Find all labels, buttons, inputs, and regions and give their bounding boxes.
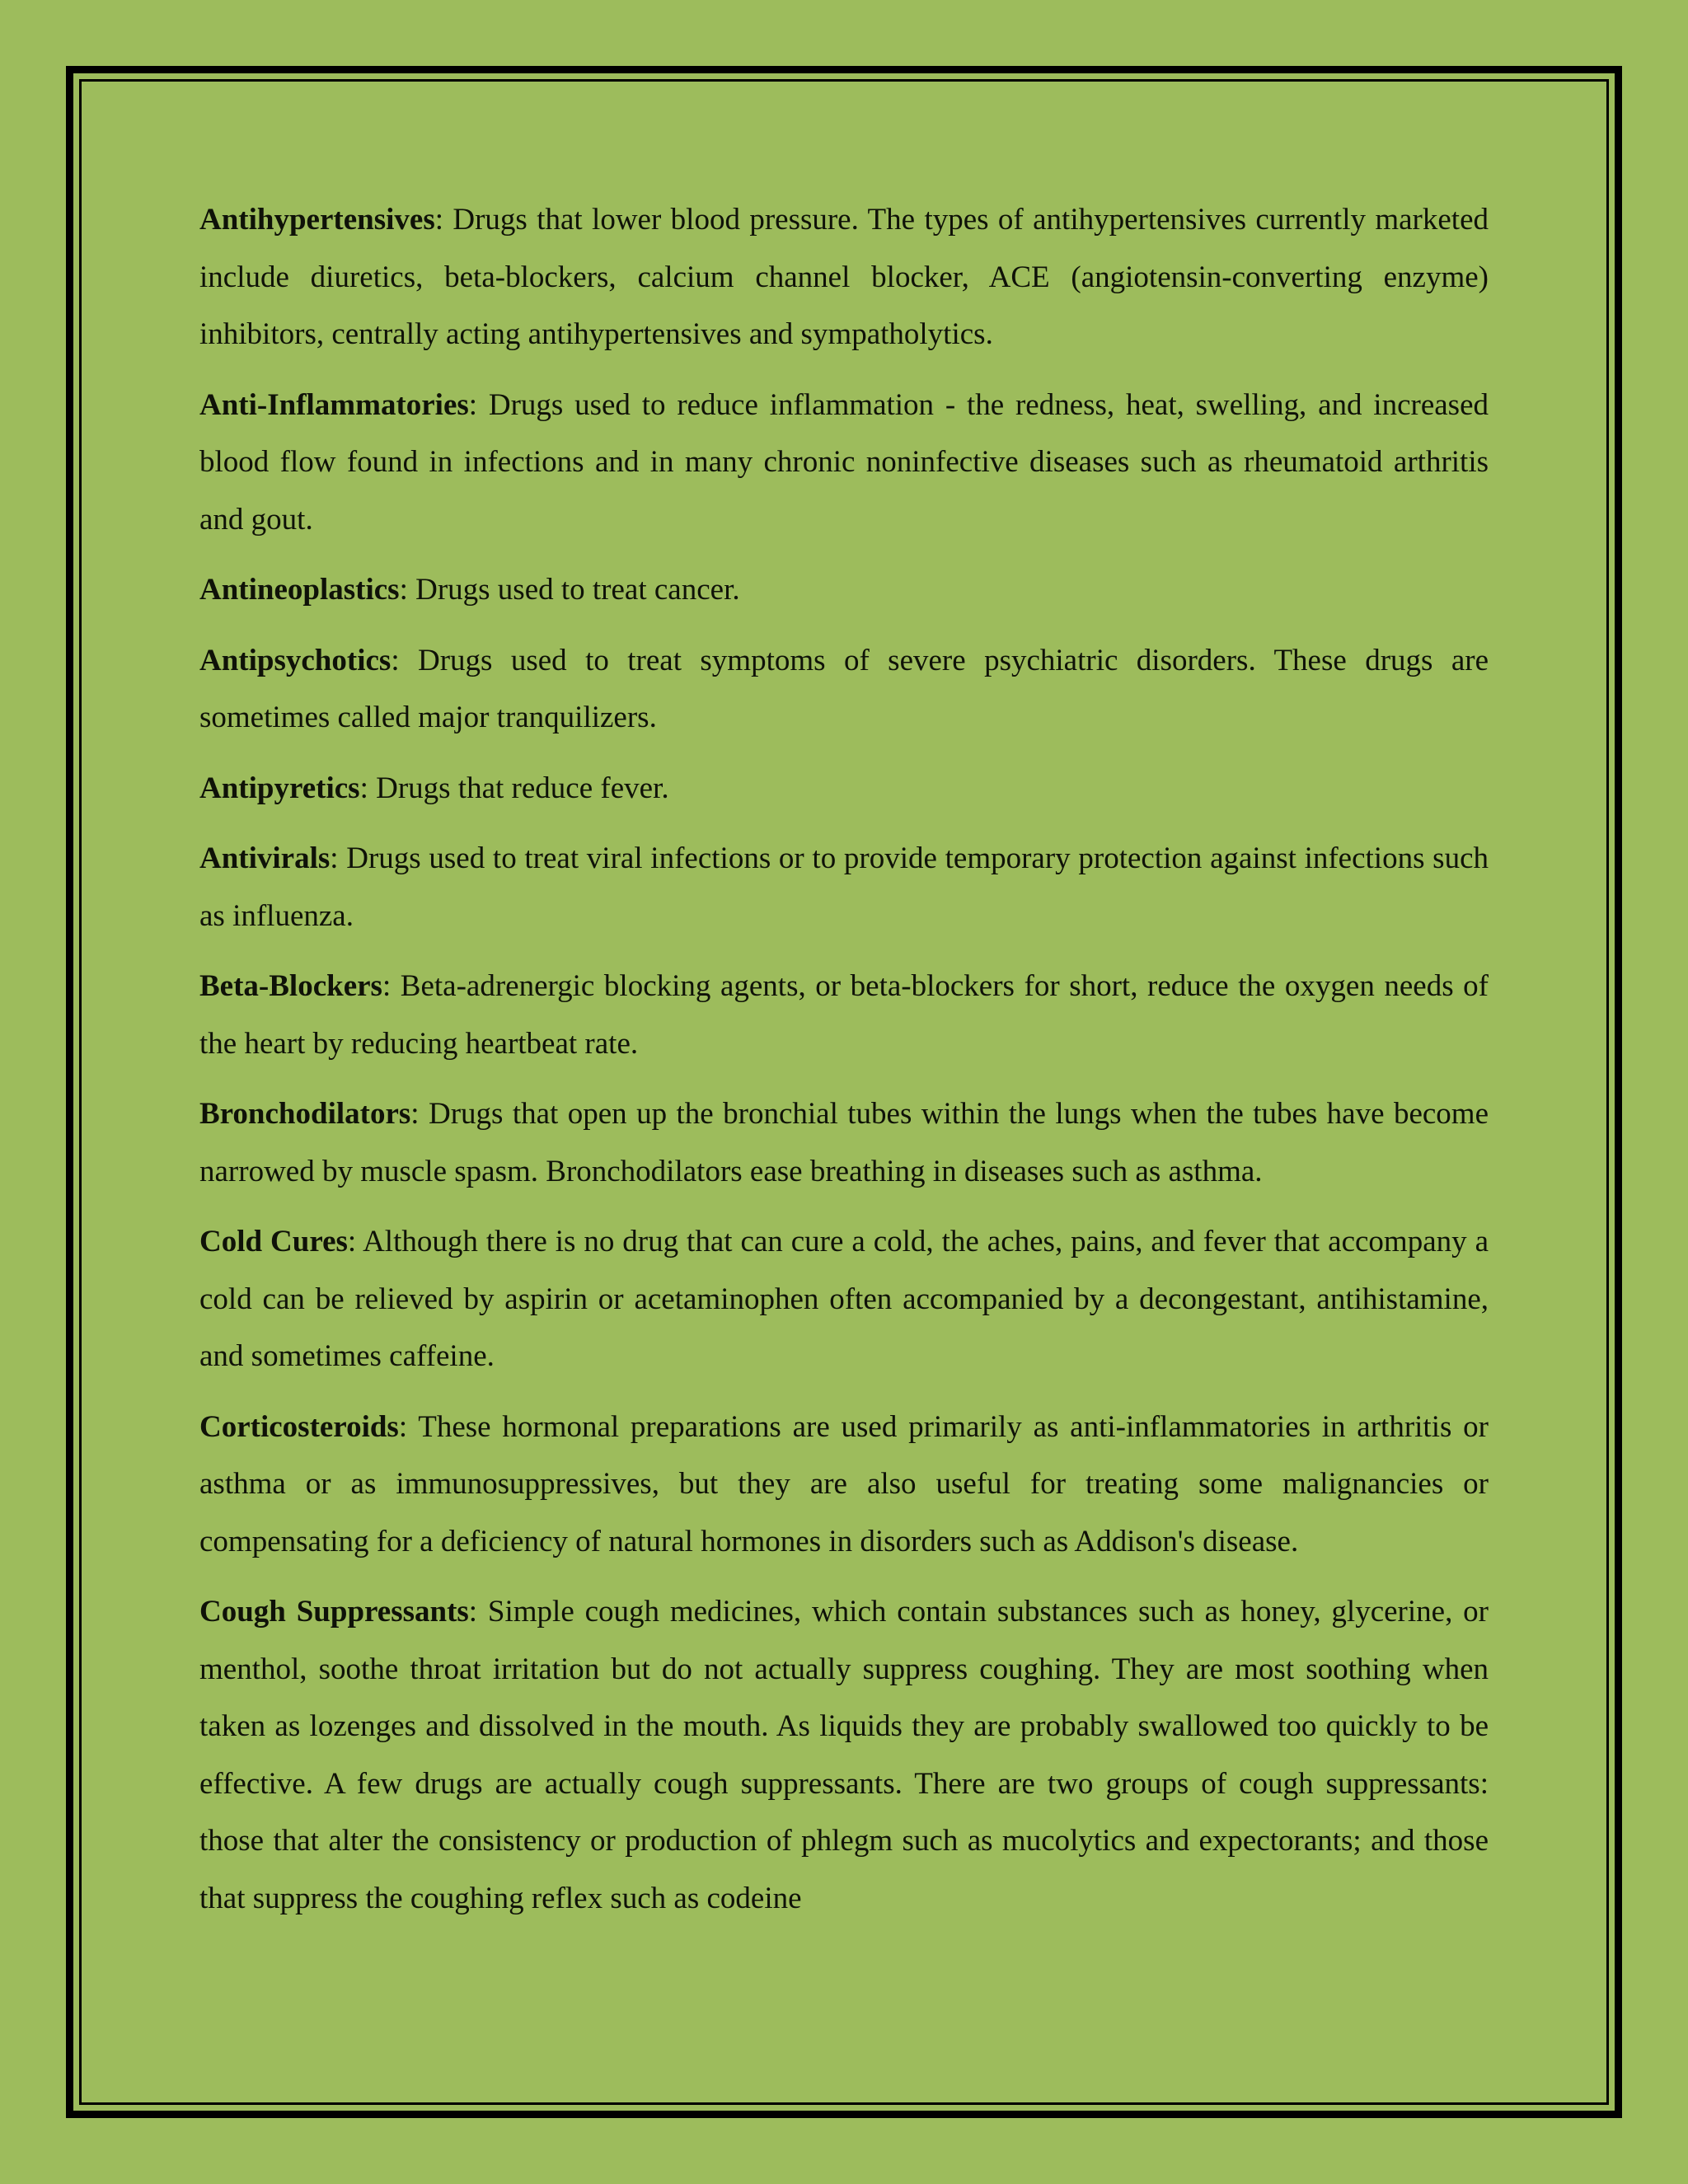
glossary-entry-corticosteroids [199, 1399, 1489, 1571]
glossary-entry-antineoplastics [199, 561, 1489, 619]
entry-term: Antipyretics [199, 771, 360, 805]
entry-definition: : Simple cough medicines, which contain substances such as honey, glycerine, or menthol, soothe throat irritation but do not actually suppress coughing. They are most soothing when taken as lozenges and dissolved in the mouth. As liquids they are probably swallowed too quickly to be effective. A few drugs are actually cough suppressants. There are two groups of cough suppressants: those that alter the consistency or production of phlegm such as mucolytics and expectorants; and those that suppress the coughing reflex such as codeine [199, 1595, 1489, 1915]
glossary-entry-antipsychotics [199, 632, 1489, 747]
entry-term: Corticosteroids [199, 1409, 399, 1444]
entry-definition: : Drugs used to treat cancer. [399, 573, 740, 607]
glossary-entry-beta-blockers [199, 958, 1489, 1072]
entry-term: Anti-Inflammatories [199, 387, 469, 422]
entry-term: Bronchodilators [199, 1097, 411, 1131]
entry-definition: : Although there is no drug that can cure a cold, the aches, pains, and fever that accompany a cold can be relieved by aspirin or acetaminophen often accompanied by a decongestant, antihistamine, and sometimes caffeine. [199, 1225, 1489, 1373]
glossary-entry-anti-inflammatories [199, 377, 1489, 549]
glossary-entry-antivirals [199, 830, 1489, 944]
glossary-entry-bronchodilators [199, 1085, 1489, 1200]
entry-term: Antipsychotics [199, 643, 392, 677]
entry-definition: : Drugs that lower blood pressure. The types of antihypertensives currently marketed include diuretics, beta-blockers, calcium channel blocker, ACE (angiotensin-converting enzyme) inhibitors, centrally acting antihypertensives and sympatholytics. [199, 203, 1489, 351]
entry-term: Antivirals [199, 841, 331, 875]
entry-definition: : Drugs used to treat viral infections or to provide temporary protection against infections such as influenza. [199, 841, 1489, 933]
glossary-entry-cough-suppressants [199, 1583, 1489, 1927]
glossary-body [199, 191, 1489, 1940]
entry-definition: : Drugs that reduce fever. [359, 771, 669, 805]
entry-definition: : Drugs used to treat symptoms of severe psychiatric disorders. These drugs are sometimes called major tranquilizers. [199, 643, 1489, 734]
glossary-entry-antihypertensives [199, 191, 1489, 363]
entry-definition: : These hormonal preparations are used primarily as anti-inflammatories in arthritis or asthma or as immunosuppressives, but they are also useful for treating some malignancies or compensating for a deficiency of natural hormones in disorders such as Addison's disease. [199, 1409, 1489, 1558]
entry-definition: : Drugs used to reduce inflammation - the redness, heat, swelling, and increased blood flow found in infections and in many chronic noninfective diseases such as rheumatoid arthritis and gout. [199, 387, 1489, 537]
entry-definition: : Beta-adrenergic blocking agents, or beta-blockers for short, reduce the oxygen needs of the heart by reducing heartbeat rate. [199, 969, 1489, 1061]
glossary-entry-antipyretics [199, 760, 1489, 818]
entry-definition: : Drugs that open up the bronchial tubes within the lungs when the tubes have become narrowed by muscle spasm. Bronchodilators ease breathing in diseases such as asthma. [199, 1097, 1489, 1188]
entry-term: Cough Suppressants [199, 1595, 469, 1629]
entry-term: Cold Cures [199, 1225, 348, 1258]
glossary-entry-cold-cures [199, 1213, 1489, 1385]
entry-term: Beta-Blockers [199, 969, 382, 1003]
entry-term: Antineoplastics [199, 573, 400, 607]
entry-term: Antihypertensives [199, 203, 435, 237]
